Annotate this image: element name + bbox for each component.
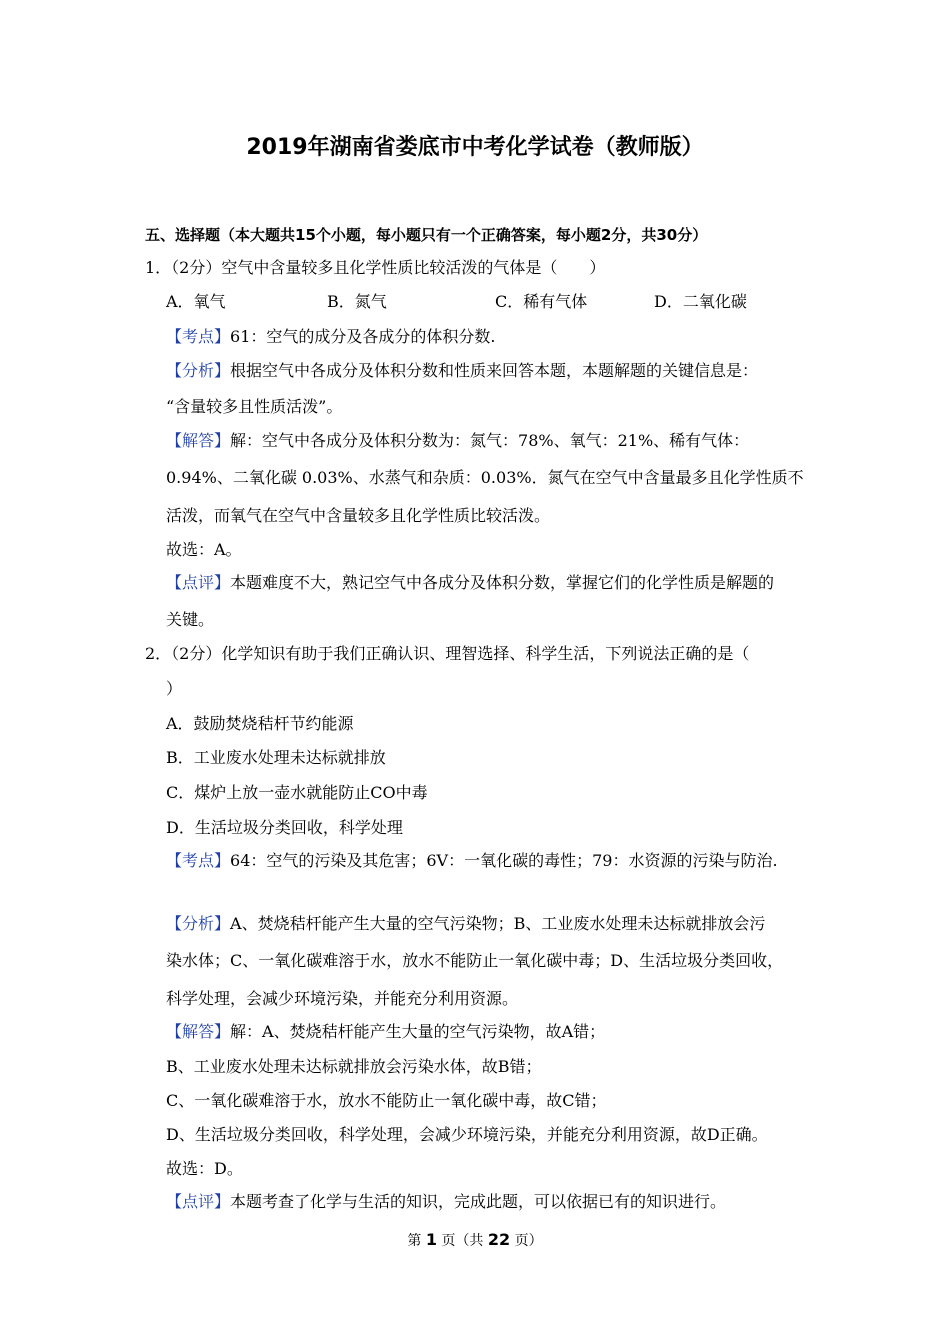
q2-fenxi-line3: 科学处理，会减少环境污染，并能充分利用资源。 xyxy=(166,989,519,1008)
q2-jieda-line1: 解：A、焚烧秸杆能产生大量的空气污染物，故A错； xyxy=(230,1022,606,1041)
q2-kaodian-text: 64：空气的污染及其危害；6V：一氧化碳的毒性；79：水资源的污染与防治. xyxy=(230,851,778,870)
q2-kaodian-tag: 【考点】 xyxy=(166,851,231,870)
document-title: 2019年湖南省娄底市中考化学试卷（教师版） xyxy=(246,135,704,160)
q2-option-b: B．工业废水处理未达标就排放 xyxy=(166,748,386,767)
q1-option-b: B．氮气 xyxy=(327,292,387,311)
q2-fenxi xyxy=(166,913,765,935)
q2-dianping-tag: 【点评】 xyxy=(166,1192,231,1211)
footer-suffix: 页） xyxy=(514,1233,543,1249)
question-1-options xyxy=(0,291,950,313)
q1-jieda-line1: 解：空气中各成分及体积分数为：氮气：78%、氧气：21%、稀有气体： xyxy=(230,431,750,450)
q2-fenxi-tag: 【分析】 xyxy=(166,914,231,933)
q1-dianping xyxy=(166,572,774,594)
q1-fenxi-line1: 根据空气中各成分及体积分数和性质来回答本题，本题解题的关键信息是： xyxy=(230,361,759,380)
footer-prefix: 第 xyxy=(407,1233,422,1249)
q2-kaodian xyxy=(166,850,778,872)
q1-jieda xyxy=(166,430,749,452)
q2-option-d: D．生活垃圾分类回收，科学处理 xyxy=(166,818,403,837)
q2-jieda-line2: B、工业废水处理未达标就排放会污染水体，故B错； xyxy=(166,1057,542,1076)
q2-jieda-line3: C、一氧化碳难溶于水，放水不能防止一氧化碳中毒，故C错； xyxy=(166,1091,607,1110)
q2-option-a: A．鼓励焚烧秸杆节约能源 xyxy=(166,714,354,733)
q2-dianping xyxy=(166,1191,726,1213)
q1-jieda-tag: 【解答】 xyxy=(166,431,231,450)
q1-fenxi-line2: “含量较多且性质活泼”。 xyxy=(166,397,343,416)
footer-middle: 页（共 xyxy=(441,1233,484,1249)
q2-jieda xyxy=(166,1021,605,1043)
q1-jieda-line3: 活泼，而氧气在空气中含量较多且化学性质比较活泼。 xyxy=(166,506,551,525)
footer-page-number: 1 xyxy=(425,1230,437,1249)
q1-fenxi xyxy=(166,360,758,382)
q2-jieda-tag: 【解答】 xyxy=(166,1022,231,1041)
section-header: 五、选择题（本大题共15个小题，每小题只有一个正确答案，每小题2分，共30分） xyxy=(145,226,708,244)
q1-option-d: D．二氧化碳 xyxy=(654,292,747,311)
q1-dianping-line2: 关键。 xyxy=(166,610,215,629)
question-2-stem-line2: ） xyxy=(166,679,183,698)
q2-jieda-line5: 故选：D。 xyxy=(166,1159,243,1178)
q1-jieda-line2: 0.94%、二氧化碳 0.03%、水蒸气和杂质：0.03%．氮气在空气中含量最多且化学性质不 xyxy=(166,468,804,487)
question-1-stem: 1．（2分）空气中含量较多且化学性质比较活泼的气体是（ ） xyxy=(145,258,606,277)
q2-option-c: C．煤炉上放一壶水就能防止CO中毒 xyxy=(166,783,428,802)
question-2-stem: 2．（2分）化学知识有助于我们正确认识、理智选择、科学生活，下列说法正确的是（ xyxy=(145,644,750,663)
page-footer xyxy=(0,1230,950,1250)
q2-fenxi-line1: A、焚烧秸杆能产生大量的空气污染物；B、工业废水处理未达标就排放会污 xyxy=(230,914,766,933)
q2-jieda-line4: D、生活垃圾分类回收，科学处理，会减少环境污染，并能充分利用资源，故D正确。 xyxy=(166,1125,768,1144)
q1-fenxi-tag: 【分析】 xyxy=(166,361,231,380)
q1-kaodian-tag: 【考点】 xyxy=(166,327,231,346)
q1-dianping-line1: 本题难度不大，熟记空气中各成分及体积分数，掌握它们的化学性质是解题的 xyxy=(230,573,775,592)
q1-kaodian-text: 61：空气的成分及各成分的体积分数. xyxy=(230,327,496,346)
q1-kaodian xyxy=(166,326,495,348)
q2-dianping-line1: 本题考查了化学与生活的知识，完成此题，可以依据已有的知识进行。 xyxy=(230,1192,727,1211)
q1-option-a: A．氧气 xyxy=(166,292,226,311)
q1-dianping-tag: 【点评】 xyxy=(166,573,231,592)
q1-jieda-line4: 故选：A。 xyxy=(166,540,242,559)
footer-total-pages: 22 xyxy=(487,1230,511,1249)
q2-fenxi-line2: 染水体；C、一氧化碳难溶于水，放水不能防止一氧化碳中毒；D、生活垃圾分类回收， xyxy=(166,951,784,970)
q1-option-c: C．稀有气体 xyxy=(495,292,588,311)
